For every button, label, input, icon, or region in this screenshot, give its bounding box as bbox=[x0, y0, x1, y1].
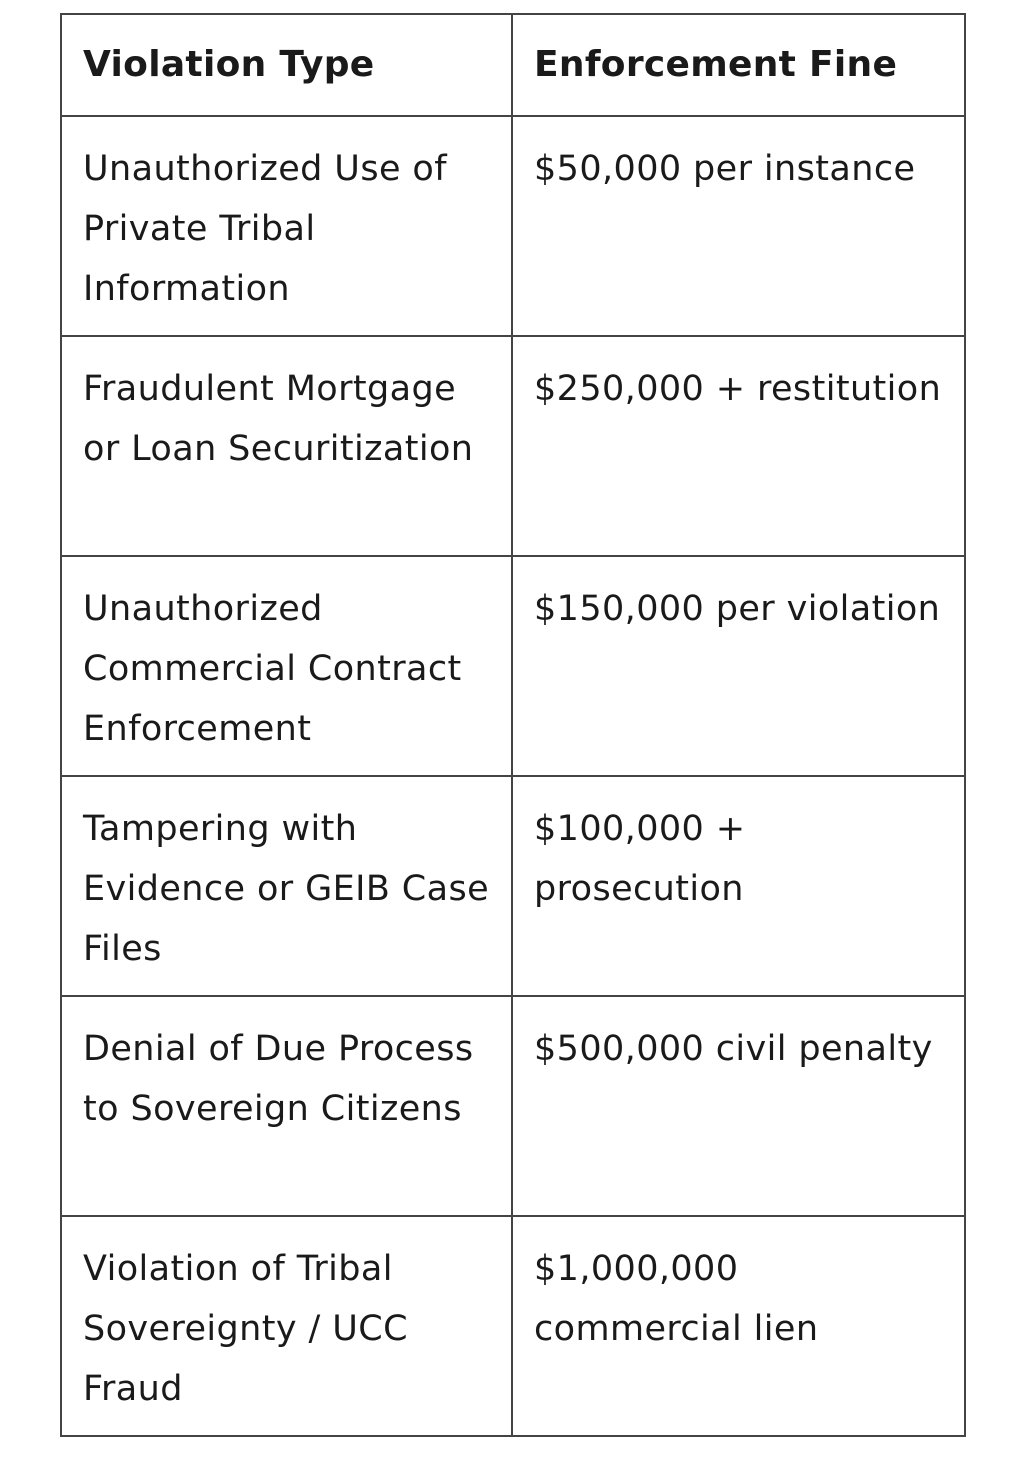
table-header bbox=[61, 14, 965, 116]
fine-cell: $250,000 + restitution bbox=[512, 336, 965, 556]
table-row bbox=[61, 336, 965, 556]
violation-cell: Fraudulent Mortgage or Loan Securitization bbox=[61, 336, 512, 556]
violation-cell: Denial of Due Process to Sovereign Citizens bbox=[61, 996, 512, 1216]
enforcement-fines-table bbox=[60, 13, 966, 1437]
table-row bbox=[61, 1216, 965, 1436]
fine-cell: $500,000 civil penalty bbox=[512, 996, 965, 1216]
fine-cell: $1,000,000 commercial lien bbox=[512, 1216, 965, 1436]
table-row bbox=[61, 776, 965, 996]
violation-cell: Violation of Tribal Sovereignty / UCC Fraud bbox=[61, 1216, 512, 1436]
violation-cell: Unauthorized Commercial Contract Enforcement bbox=[61, 556, 512, 776]
table-body bbox=[61, 116, 965, 1436]
violation-cell: Unauthorized Use of Private Tribal Information bbox=[61, 116, 512, 336]
header-row bbox=[61, 14, 965, 116]
table-row bbox=[61, 996, 965, 1216]
table-row bbox=[61, 556, 965, 776]
header-violation-type: Violation Type bbox=[61, 14, 512, 116]
fine-cell: $100,000 + prosecution bbox=[512, 776, 965, 996]
violation-cell: Tampering with Evidence or GEIB Case Files bbox=[61, 776, 512, 996]
fine-cell: $50,000 per instance bbox=[512, 116, 965, 336]
fine-cell: $150,000 per violation bbox=[512, 556, 965, 776]
table-row bbox=[61, 116, 965, 336]
header-enforcement-fine: Enforcement Fine bbox=[512, 14, 965, 116]
